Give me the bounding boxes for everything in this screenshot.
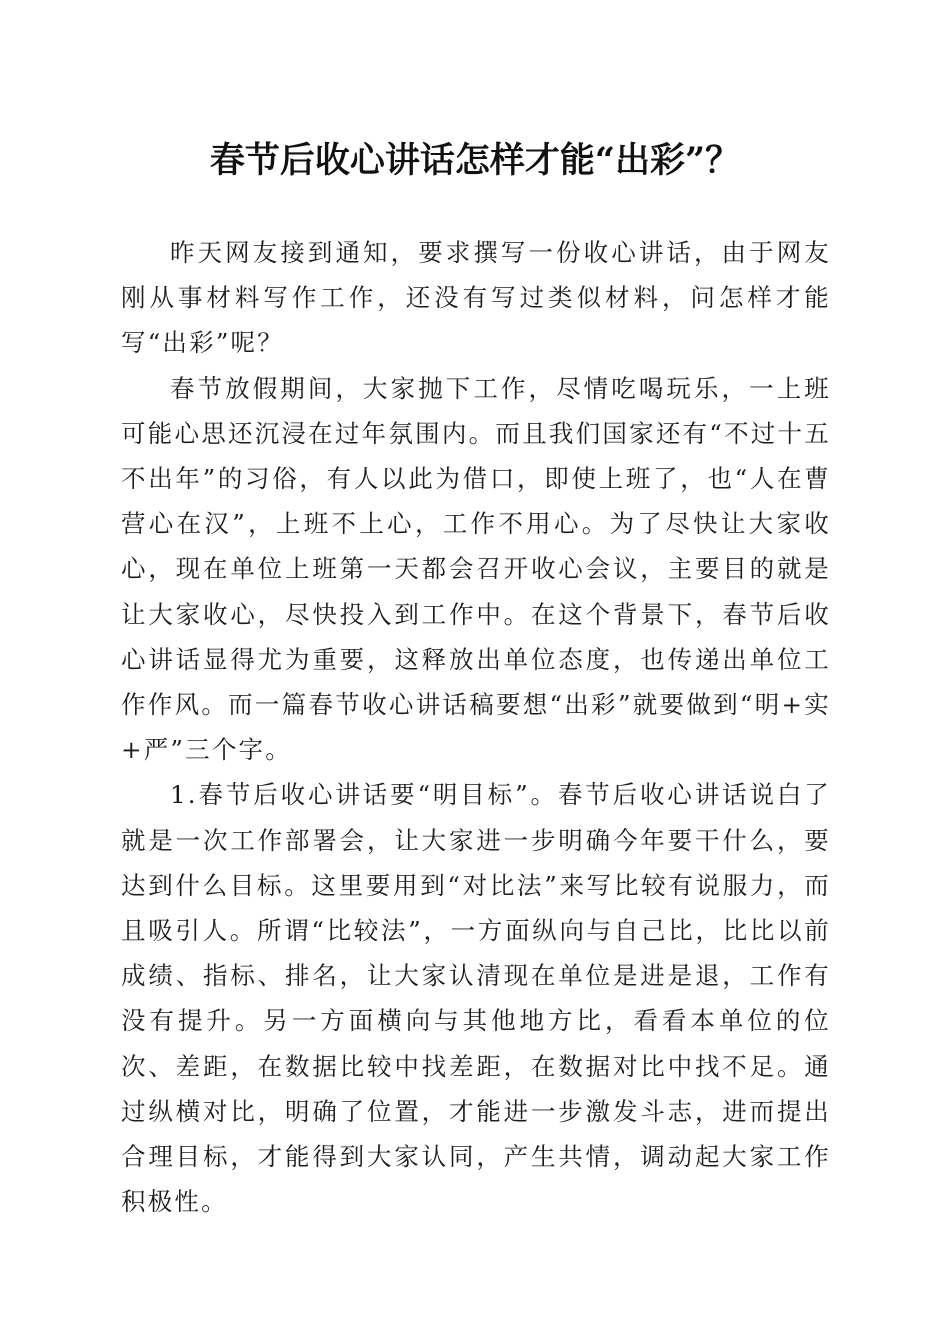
paragraph-intro: 昨天网友接到通知，要求撰写一份收心讲话，由于网友刚从事材料写作工作，还没有写过类似材料，问怎样才能写“出彩”呢？ [121, 238, 831, 358]
paragraph-point-1: 1.春节后收心讲话要“明目标”。春节后收心讲话说白了就是一次工作部署会，让大家进一步明确今年要干什么，要达到什么目标。这里要用到“对比法”来写比较有说服力，而且吸引人。所谓“比较法”，一方面纵向与自己比，比比以前成绩、指标、排名，让大家认清现在单位是进是退，工作有没有提升。另一方面横向与其他地方比，看看本单位的位次、差距，在数据比较中找差距，在数据对比中找不足。通过纵横对比，明确了位置，才能进一步激发斗志，进而提出合理目标，才能得到大家认同，产生共情，调动起大家工作积极性。 [121, 780, 831, 1217]
document-title: 春节后收心讲话怎样才能“出彩”？ [209, 140, 741, 181]
paragraph-background: 春节放假期间，大家抛下工作，尽情吃喝玩乐，一上班可能心思还沉浸在过年氛围内。而且我们国家还有“不过十五不出年”的习俗，有人以此为借口，即使上班了，也“人在曹营心在汉”，上班不上心，工作不用心。为了尽快让大家收心，现在单位上班第一天都会召开收心会议，主要目的就是让大家收心，尽快投入到工作中。在这个背景下，春节后收心讲话显得尤为重要，这释放出单位态度，也传递出单位工作作风。而一篇春节收心讲话稿要想“出彩”就要做到“明+实+严”三个字。 [121, 373, 831, 765]
document-body [121, 230, 831, 1224]
